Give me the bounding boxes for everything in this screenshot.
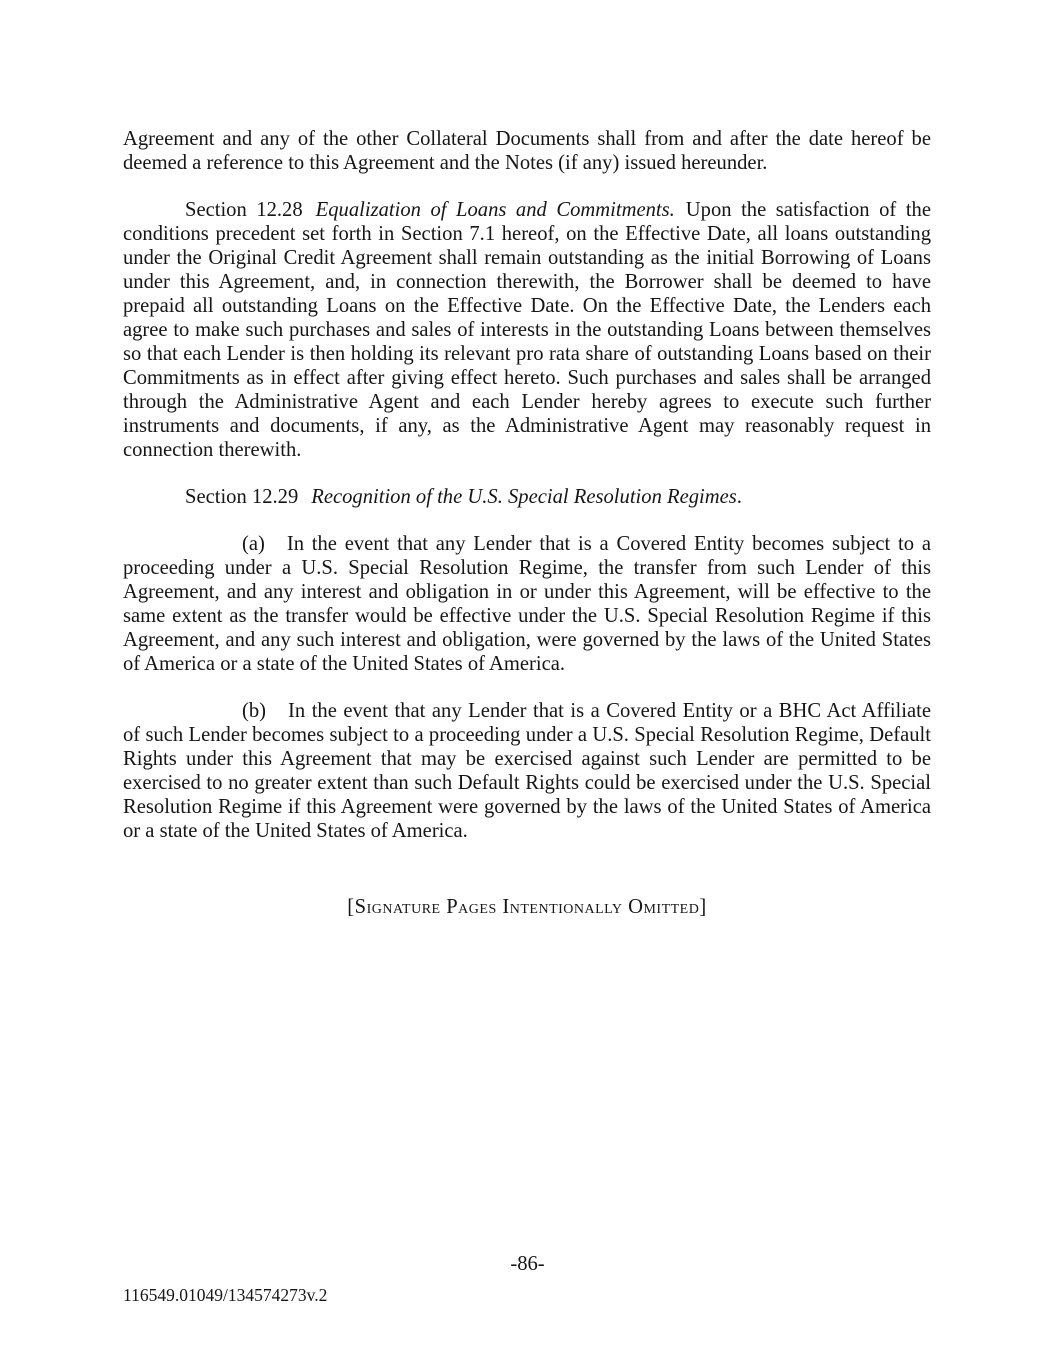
tab-spacer — [266, 716, 288, 717]
clause-a-paragraph — [123, 532, 931, 676]
clause-b-body: In the event that any Lender that is a Covered Entity or a BHC Act Affiliate of such Lender becomes subject to a proceeding under a U.S. Special Resolution Regime, Default Rights under this Agreement that may be exercised against such Lender are permitted to be exercised to no greater extent than such Default Rights could be exercised under the U.S. Special Resolution Regime if this Agreement were governed by the laws of the United States of America or a state of the United States of America. — [123, 700, 931, 842]
section-12-28-title: Equalization of Loans and Commitments. — [315, 199, 675, 221]
section-12-28-label: Section 12.28 — [185, 199, 303, 221]
document-control-number: 116549.01049/134574273v.2 — [123, 1285, 328, 1305]
clause-a-body: In the event that any Lender that is a Covered Entity becomes subject to a proceeding under a U.S. Special Resolution Regime, the transfer from such Lender of this Agreement, and any interest and obligation in or under this Agreement, will be effective to the same extent as the transfer would be effective under the U.S. Special Resolution Regime if this Agreement, and any such interest and obligation, were governed by the laws of the United States of America or a state of the United States of America. — [123, 533, 931, 675]
section-12-28-body: Upon the satisfaction of the conditions precedent set forth in Section 7.1 hereof, on the Effective Date, all loans outstanding under the Original Credit Agreement shall remain outstanding as the initial Borrowing of Loans under this Agreement, and, in connection therewith, the Borrower shall be deemed to have prepaid all outstanding Loans on the Effective Date. On the Effective Date, the Lenders each agree to make such purchases and sales of interests in the outstanding Loans between themselves so that each Lender is then holding its relevant pro rata share of outstanding Loans based on their Commitments as in effect after giving effect hereto. Such purchases and sales shall be arranged through the Administrative Agent and each Lender hereby agrees to execute such further instruments and documents, if any, as the Administrative Agent may reasonably request in connection therewith. — [123, 199, 931, 461]
tab-spacer — [265, 549, 287, 550]
section-12-29-title-period: . — [736, 486, 742, 508]
tab-spacer — [298, 502, 311, 503]
intro-paragraph: Agreement and any of the other Collateral Documents shall from and after the date hereof be deemed a reference to this Agreement and the Notes (if any) issued hereunder. — [123, 128, 931, 174]
clause-b-paragraph — [123, 699, 931, 843]
clause-a-label: (a) — [242, 533, 265, 555]
tab-spacer — [303, 215, 316, 216]
section-12-28-paragraph — [123, 198, 931, 462]
section-12-29-heading — [123, 485, 931, 509]
tab-spacer — [675, 215, 686, 216]
page-number: -86- — [510, 1253, 545, 1275]
signature-omitted-note: [Signature Pages Intentionally Omitted] — [347, 896, 707, 918]
clause-b-label: (b) — [242, 700, 267, 722]
section-12-29-title: Recognition of the U.S. Special Resolution Regimes — [311, 486, 737, 508]
section-12-29-label: Section 12.29 — [185, 486, 299, 508]
